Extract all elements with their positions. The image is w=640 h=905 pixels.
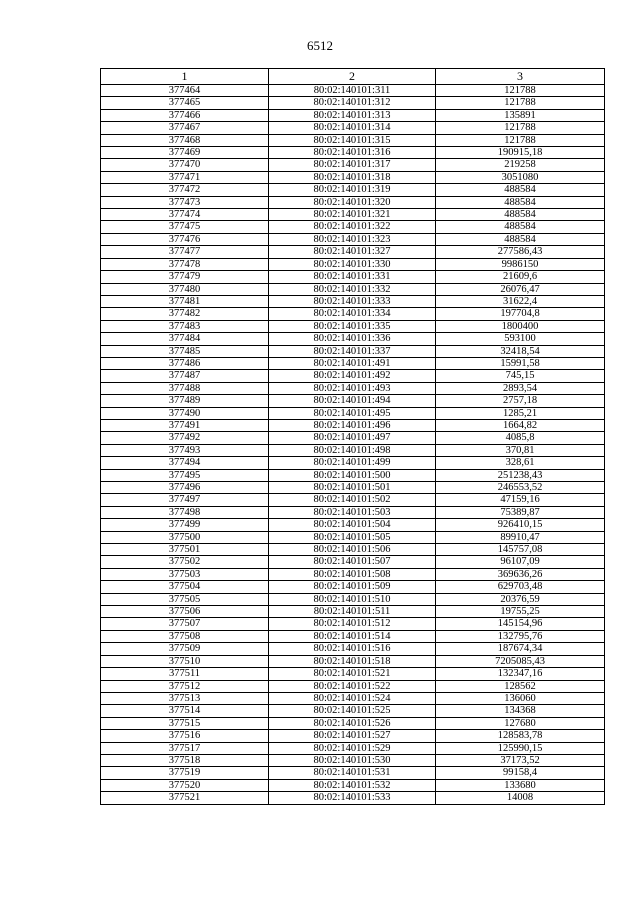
- value-cell: 593100: [436, 333, 605, 345]
- value-cell: 9986150: [436, 258, 605, 270]
- cadastral-number-cell: 80:02:140101:316: [269, 147, 436, 159]
- cadastral-number-cell: 80:02:140101:500: [269, 469, 436, 481]
- value-cell: 145154,96: [436, 618, 605, 630]
- value-cell: 132347,16: [436, 668, 605, 680]
- value-cell: 1664,82: [436, 419, 605, 431]
- record-number-cell: 377466: [101, 109, 269, 121]
- cadastral-number-cell: 80:02:140101:508: [269, 568, 436, 580]
- table-row: [101, 444, 605, 456]
- table-row: [101, 606, 605, 618]
- value-cell: 21609,6: [436, 271, 605, 283]
- value-cell: 251238,43: [436, 469, 605, 481]
- value-cell: 745,15: [436, 370, 605, 382]
- value-cell: 99158,4: [436, 767, 605, 779]
- cadastral-number-cell: 80:02:140101:495: [269, 407, 436, 419]
- value-cell: 369636,26: [436, 568, 605, 580]
- cadastral-number-cell: 80:02:140101:317: [269, 159, 436, 171]
- cadastral-number-cell: 80:02:140101:527: [269, 730, 436, 742]
- value-cell: 4085,8: [436, 432, 605, 444]
- cadastral-number-cell: 80:02:140101:525: [269, 705, 436, 717]
- value-cell: 133680: [436, 779, 605, 791]
- value-cell: 246553,52: [436, 482, 605, 494]
- table-row: [101, 519, 605, 531]
- table-row: [101, 668, 605, 680]
- record-number-cell: 377507: [101, 618, 269, 630]
- table-row: [101, 754, 605, 766]
- table-header: [101, 69, 605, 85]
- record-number-cell: 377482: [101, 308, 269, 320]
- table-row: [101, 258, 605, 270]
- value-cell: 1285,21: [436, 407, 605, 419]
- value-cell: 128583,78: [436, 730, 605, 742]
- record-number-cell: 377521: [101, 792, 269, 804]
- record-number-cell: 377477: [101, 246, 269, 258]
- cadastral-number-cell: 80:02:140101:526: [269, 717, 436, 729]
- cadastral-number-cell: 80:02:140101:312: [269, 97, 436, 109]
- value-cell: 121788: [436, 97, 605, 109]
- cadastral-number-cell: 80:02:140101:509: [269, 581, 436, 593]
- cadastral-number-cell: 80:02:140101:522: [269, 680, 436, 692]
- value-cell: 328,61: [436, 457, 605, 469]
- record-number-cell: 377467: [101, 122, 269, 134]
- record-number-cell: 377490: [101, 407, 269, 419]
- record-number-cell: 377498: [101, 506, 269, 518]
- table-row: [101, 581, 605, 593]
- cadastral-number-cell: 80:02:140101:333: [269, 295, 436, 307]
- value-cell: 121788: [436, 85, 605, 97]
- value-cell: 1800400: [436, 320, 605, 332]
- table-row: [101, 345, 605, 357]
- record-number-cell: 377494: [101, 457, 269, 469]
- value-cell: 15991,58: [436, 357, 605, 369]
- table-row: [101, 357, 605, 369]
- table-row: [101, 209, 605, 221]
- cadastral-number-cell: 80:02:140101:323: [269, 233, 436, 245]
- table-row: [101, 184, 605, 196]
- cadastral-number-cell: 80:02:140101:491: [269, 357, 436, 369]
- cadastral-number-cell: 80:02:140101:518: [269, 655, 436, 667]
- table-row: [101, 742, 605, 754]
- table-row: [101, 271, 605, 283]
- cadastral-number-cell: 80:02:140101:318: [269, 171, 436, 183]
- value-cell: 37173,52: [436, 754, 605, 766]
- cadastral-number-cell: 80:02:140101:327: [269, 246, 436, 258]
- record-number-cell: 377501: [101, 544, 269, 556]
- value-cell: 31622,4: [436, 295, 605, 307]
- record-number-cell: 377517: [101, 742, 269, 754]
- cadastral-number-cell: 80:02:140101:334: [269, 308, 436, 320]
- table-row: [101, 122, 605, 134]
- table-row: [101, 457, 605, 469]
- record-number-cell: 377500: [101, 531, 269, 543]
- cadastral-number-cell: 80:02:140101:512: [269, 618, 436, 630]
- value-cell: 488584: [436, 209, 605, 221]
- value-cell: 14008: [436, 792, 605, 804]
- table-row: [101, 370, 605, 382]
- value-cell: 26076,47: [436, 283, 605, 295]
- table-row: [101, 730, 605, 742]
- cadastral-number-cell: 80:02:140101:510: [269, 593, 436, 605]
- record-number-cell: 377483: [101, 320, 269, 332]
- column-header-2: 2: [269, 69, 436, 85]
- value-cell: 121788: [436, 134, 605, 146]
- record-number-cell: 377488: [101, 382, 269, 394]
- value-cell: 135891: [436, 109, 605, 121]
- record-number-cell: 377469: [101, 147, 269, 159]
- table-row: [101, 283, 605, 295]
- cadastral-number-cell: 80:02:140101:313: [269, 109, 436, 121]
- value-cell: 75389,87: [436, 506, 605, 518]
- cadastral-number-cell: 80:02:140101:504: [269, 519, 436, 531]
- record-number-cell: 377481: [101, 295, 269, 307]
- value-cell: 277586,43: [436, 246, 605, 258]
- value-cell: 145757,08: [436, 544, 605, 556]
- cadastral-number-cell: 80:02:140101:497: [269, 432, 436, 444]
- value-cell: 190915,18: [436, 147, 605, 159]
- value-cell: 47159,16: [436, 494, 605, 506]
- record-number-cell: 377491: [101, 419, 269, 431]
- table-row: [101, 482, 605, 494]
- cadastral-number-cell: 80:02:140101:319: [269, 184, 436, 196]
- table-row: [101, 382, 605, 394]
- registry-table: [100, 68, 605, 805]
- value-cell: 96107,09: [436, 556, 605, 568]
- record-number-cell: 377464: [101, 85, 269, 97]
- table-row: [101, 109, 605, 121]
- value-cell: 488584: [436, 184, 605, 196]
- record-number-cell: 377510: [101, 655, 269, 667]
- cadastral-number-cell: 80:02:140101:505: [269, 531, 436, 543]
- record-number-cell: 377513: [101, 692, 269, 704]
- table-row: [101, 692, 605, 704]
- cadastral-number-cell: 80:02:140101:498: [269, 444, 436, 456]
- value-cell: 2757,18: [436, 395, 605, 407]
- record-number-cell: 377493: [101, 444, 269, 456]
- record-number-cell: 377509: [101, 643, 269, 655]
- cadastral-number-cell: 80:02:140101:314: [269, 122, 436, 134]
- value-cell: 136060: [436, 692, 605, 704]
- table-row: [101, 531, 605, 543]
- record-number-cell: 377472: [101, 184, 269, 196]
- table-row: [101, 779, 605, 791]
- cadastral-number-cell: 80:02:140101:321: [269, 209, 436, 221]
- table-row: [101, 630, 605, 642]
- cadastral-number-cell: 80:02:140101:531: [269, 767, 436, 779]
- cadastral-number-cell: 80:02:140101:516: [269, 643, 436, 655]
- value-cell: 7205085,43: [436, 655, 605, 667]
- record-number-cell: 377471: [101, 171, 269, 183]
- column-header-1: 1: [101, 69, 269, 85]
- table-body: [101, 85, 605, 805]
- record-number-cell: 377486: [101, 357, 269, 369]
- value-cell: 197704,8: [436, 308, 605, 320]
- value-cell: 488584: [436, 196, 605, 208]
- record-number-cell: 377465: [101, 97, 269, 109]
- table-row: [101, 506, 605, 518]
- table-row: [101, 792, 605, 804]
- cadastral-number-cell: 80:02:140101:533: [269, 792, 436, 804]
- header-row: [101, 69, 605, 85]
- table-row: [101, 469, 605, 481]
- cadastral-number-cell: 80:02:140101:315: [269, 134, 436, 146]
- table-row: [101, 705, 605, 717]
- table-row: [101, 767, 605, 779]
- record-number-cell: 377503: [101, 568, 269, 580]
- record-number-cell: 377484: [101, 333, 269, 345]
- record-number-cell: 377470: [101, 159, 269, 171]
- table-row: [101, 221, 605, 233]
- record-number-cell: 377474: [101, 209, 269, 221]
- cadastral-number-cell: 80:02:140101:511: [269, 606, 436, 618]
- table-row: [101, 568, 605, 580]
- cadastral-number-cell: 80:02:140101:492: [269, 370, 436, 382]
- cadastral-number-cell: 80:02:140101:499: [269, 457, 436, 469]
- value-cell: 219258: [436, 159, 605, 171]
- record-number-cell: 377487: [101, 370, 269, 382]
- record-number-cell: 377499: [101, 519, 269, 531]
- record-number-cell: 377511: [101, 668, 269, 680]
- table-row: [101, 655, 605, 667]
- value-cell: 629703,48: [436, 581, 605, 593]
- value-cell: 125990,15: [436, 742, 605, 754]
- record-number-cell: 377508: [101, 630, 269, 642]
- value-cell: 187674,34: [436, 643, 605, 655]
- table-row: [101, 308, 605, 320]
- record-number-cell: 377479: [101, 271, 269, 283]
- value-cell: 488584: [436, 221, 605, 233]
- cadastral-number-cell: 80:02:140101:501: [269, 482, 436, 494]
- cadastral-number-cell: 80:02:140101:337: [269, 345, 436, 357]
- cadastral-number-cell: 80:02:140101:496: [269, 419, 436, 431]
- cadastral-number-cell: 80:02:140101:532: [269, 779, 436, 791]
- cadastral-number-cell: 80:02:140101:335: [269, 320, 436, 332]
- table-row: [101, 643, 605, 655]
- table-row: [101, 147, 605, 159]
- record-number-cell: 377514: [101, 705, 269, 717]
- record-number-cell: 377515: [101, 717, 269, 729]
- record-number-cell: 377520: [101, 779, 269, 791]
- value-cell: 370,81: [436, 444, 605, 456]
- record-number-cell: 377485: [101, 345, 269, 357]
- table-row: [101, 593, 605, 605]
- record-number-cell: 377495: [101, 469, 269, 481]
- cadastral-number-cell: 80:02:140101:332: [269, 283, 436, 295]
- record-number-cell: 377512: [101, 680, 269, 692]
- table-row: [101, 395, 605, 407]
- column-header-3: 3: [436, 69, 605, 85]
- cadastral-number-cell: 80:02:140101:524: [269, 692, 436, 704]
- table-row: [101, 320, 605, 332]
- cadastral-number-cell: 80:02:140101:311: [269, 85, 436, 97]
- table-row: [101, 544, 605, 556]
- record-number-cell: 377502: [101, 556, 269, 568]
- record-number-cell: 377505: [101, 593, 269, 605]
- table-row: [101, 419, 605, 431]
- table-row: [101, 333, 605, 345]
- cadastral-number-cell: 80:02:140101:506: [269, 544, 436, 556]
- cadastral-number-cell: 80:02:140101:502: [269, 494, 436, 506]
- record-number-cell: 377468: [101, 134, 269, 146]
- table-row: [101, 171, 605, 183]
- cadastral-number-cell: 80:02:140101:530: [269, 754, 436, 766]
- cadastral-number-cell: 80:02:140101:331: [269, 271, 436, 283]
- record-number-cell: 377476: [101, 233, 269, 245]
- table-row: [101, 134, 605, 146]
- record-number-cell: 377480: [101, 283, 269, 295]
- record-number-cell: 377478: [101, 258, 269, 270]
- table-row: [101, 432, 605, 444]
- page-number: 6512: [307, 38, 333, 53]
- cadastral-number-cell: 80:02:140101:322: [269, 221, 436, 233]
- table-row: [101, 618, 605, 630]
- table-row: [101, 97, 605, 109]
- value-cell: 19755,25: [436, 606, 605, 618]
- value-cell: 132795,76: [436, 630, 605, 642]
- value-cell: 488584: [436, 233, 605, 245]
- value-cell: 134368: [436, 705, 605, 717]
- cadastral-number-cell: 80:02:140101:529: [269, 742, 436, 754]
- record-number-cell: 377518: [101, 754, 269, 766]
- cadastral-number-cell: 80:02:140101:320: [269, 196, 436, 208]
- table-row: [101, 196, 605, 208]
- value-cell: 926410,15: [436, 519, 605, 531]
- record-number-cell: 377492: [101, 432, 269, 444]
- record-number-cell: 377497: [101, 494, 269, 506]
- cadastral-number-cell: 80:02:140101:330: [269, 258, 436, 270]
- record-number-cell: 377504: [101, 581, 269, 593]
- table-row: [101, 494, 605, 506]
- cadastral-number-cell: 80:02:140101:503: [269, 506, 436, 518]
- value-cell: 32418,54: [436, 345, 605, 357]
- table-row: [101, 233, 605, 245]
- table-row: [101, 407, 605, 419]
- record-number-cell: 377475: [101, 221, 269, 233]
- cadastral-number-cell: 80:02:140101:514: [269, 630, 436, 642]
- record-number-cell: 377496: [101, 482, 269, 494]
- value-cell: 127680: [436, 717, 605, 729]
- cadastral-number-cell: 80:02:140101:493: [269, 382, 436, 394]
- value-cell: 20376,59: [436, 593, 605, 605]
- cadastral-number-cell: 80:02:140101:507: [269, 556, 436, 568]
- table-row: [101, 85, 605, 97]
- table-row: [101, 246, 605, 258]
- cadastral-number-cell: 80:02:140101:494: [269, 395, 436, 407]
- table-row: [101, 717, 605, 729]
- table-row: [101, 159, 605, 171]
- record-number-cell: 377489: [101, 395, 269, 407]
- table-row: [101, 680, 605, 692]
- record-number-cell: 377516: [101, 730, 269, 742]
- value-cell: 2893,54: [436, 382, 605, 394]
- value-cell: 128562: [436, 680, 605, 692]
- record-number-cell: 377519: [101, 767, 269, 779]
- cadastral-number-cell: 80:02:140101:336: [269, 333, 436, 345]
- value-cell: 121788: [436, 122, 605, 134]
- record-number-cell: 377473: [101, 196, 269, 208]
- cadastral-number-cell: 80:02:140101:521: [269, 668, 436, 680]
- record-number-cell: 377506: [101, 606, 269, 618]
- value-cell: 3051080: [436, 171, 605, 183]
- value-cell: 89910,47: [436, 531, 605, 543]
- table-row: [101, 295, 605, 307]
- table-row: [101, 556, 605, 568]
